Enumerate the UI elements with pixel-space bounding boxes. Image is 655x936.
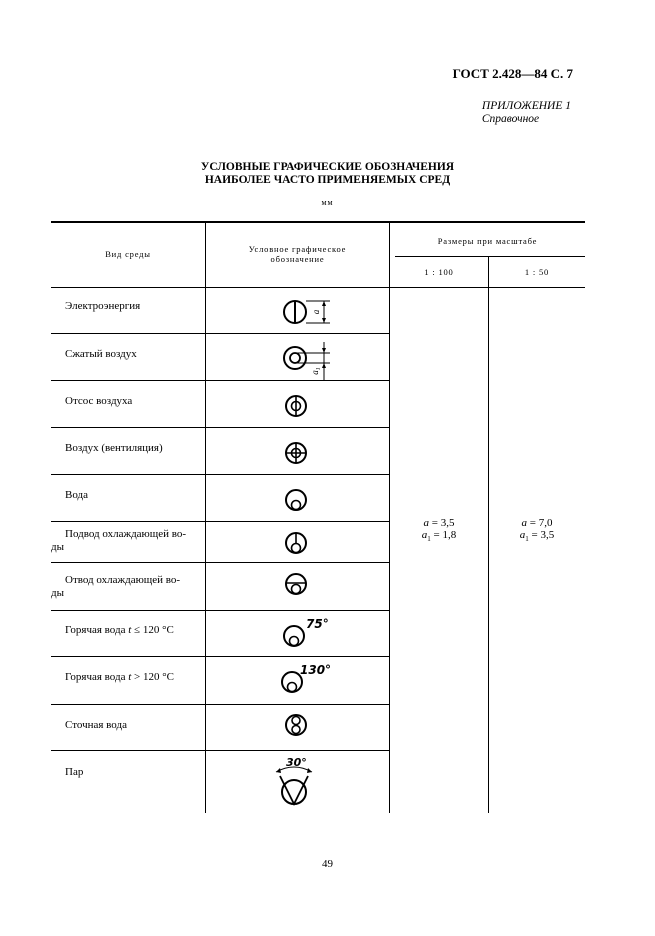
title-line-2: НАИБОЛЕЕ ЧАСТО ПРИМЕНЯЕМЫХ СРЕД — [204, 174, 451, 186]
temperature-label: 75° — [306, 617, 329, 631]
scale-header-rule — [395, 256, 585, 257]
row-rule — [51, 562, 389, 563]
medium-name-line-2: ды — [51, 541, 64, 553]
medium-name — [65, 624, 174, 637]
angle-label: 30° — [286, 756, 307, 769]
var-a: a — [521, 517, 528, 529]
temperature-label: 130° — [300, 663, 332, 677]
medium-name: Сточная вода — [65, 719, 127, 731]
appendix-number: ПРИЛОЖЕНИЕ 1 — [481, 100, 571, 112]
medium-name: Электроэнергия — [65, 300, 141, 312]
title-line-1: УСЛОВНЫЕ ГРАФИЧЕСКИЕ ОБОЗНАЧЕНИЯ — [200, 161, 455, 173]
medium-name-variable: t — [128, 624, 132, 636]
header-bottom-rule — [51, 287, 585, 288]
var-a1: a — [421, 529, 428, 541]
header-symbol — [206, 244, 389, 264]
size-a-50: a = 7,0 — [521, 517, 553, 529]
table-top-rule — [51, 221, 585, 223]
row-rule — [51, 750, 389, 751]
appendix-label — [482, 100, 571, 126]
medium-name — [65, 671, 174, 684]
row-rule — [51, 704, 389, 705]
medium-name — [51, 528, 201, 554]
waste-water-symbol — [284, 713, 310, 739]
size-a-100: a = 3,5 — [423, 517, 455, 529]
medium-name — [51, 574, 201, 600]
medium-name: Пар — [65, 766, 84, 778]
ventilation-air-symbol — [284, 441, 310, 467]
row-rule — [51, 656, 389, 657]
hot-water-low-symbol — [282, 614, 332, 650]
header-sizes: Размеры при масштабе — [437, 236, 538, 246]
medium-name: Вода — [65, 489, 88, 501]
header-medium: Вид среды — [105, 249, 151, 259]
medium-name-line-1: Отвод охлаждающей во- — [65, 574, 181, 586]
medium-name-prefix: Горячая вода — [65, 671, 129, 683]
hot-water-high-symbol — [280, 660, 340, 696]
medium-name: Воздух (вентиляция) — [65, 442, 163, 454]
row-rule — [51, 474, 389, 475]
medium-name-line-1: Подвод охлаждающей во- — [65, 528, 187, 540]
size-a1-50: $a_1 = 3,5$ — [519, 529, 555, 544]
medium-name-suffix: > 120 °С — [131, 671, 174, 683]
size-a1-100: $a_1 = 1,8$ — [421, 529, 457, 544]
units-label: мм — [321, 198, 334, 207]
var-a: a — [423, 517, 430, 529]
header-symbol-line-1: Условное графическое — [248, 244, 347, 254]
steam-symbol — [266, 754, 326, 810]
medium-name: Сжатый воздух — [65, 348, 137, 360]
dimension-a-label: a — [311, 309, 321, 315]
row-rule — [51, 610, 389, 611]
var-a1: a — [519, 529, 526, 541]
row-rule — [51, 521, 389, 522]
cooling-water-supply-symbol — [284, 531, 310, 557]
sizes-scale-100 — [390, 517, 488, 545]
page-number: 49 — [322, 858, 333, 870]
header-symbol-line-2: обозначение — [270, 254, 325, 264]
medium-name-suffix: ≤ 120 °С — [131, 624, 174, 636]
row-rule — [51, 333, 389, 334]
dimension-a1-label: $a_1$ — [310, 367, 322, 375]
air-exhaust-symbol — [284, 394, 310, 420]
water-symbol — [284, 488, 310, 514]
header-scale-100: 1 : 100 — [424, 267, 454, 277]
table-title — [0, 161, 655, 187]
electricity-symbol — [280, 298, 340, 328]
cooling-water-return-symbol — [284, 572, 310, 598]
medium-name-line-2: ды — [51, 587, 64, 599]
medium-name-variable: t — [128, 671, 132, 683]
medium-name-prefix: Горячая вода — [65, 624, 129, 636]
sizes-scale-50 — [489, 517, 585, 545]
appendix-type: Справочное — [481, 113, 540, 125]
col-divider-1 — [205, 223, 206, 813]
medium-name: Отсос воздуха — [65, 395, 133, 407]
document-reference: ГОСТ 2.428—84 С. 7 — [452, 66, 573, 81]
compressed-air-symbol — [280, 340, 340, 382]
header-scale-50: 1 : 50 — [524, 267, 550, 277]
row-rule — [51, 427, 389, 428]
